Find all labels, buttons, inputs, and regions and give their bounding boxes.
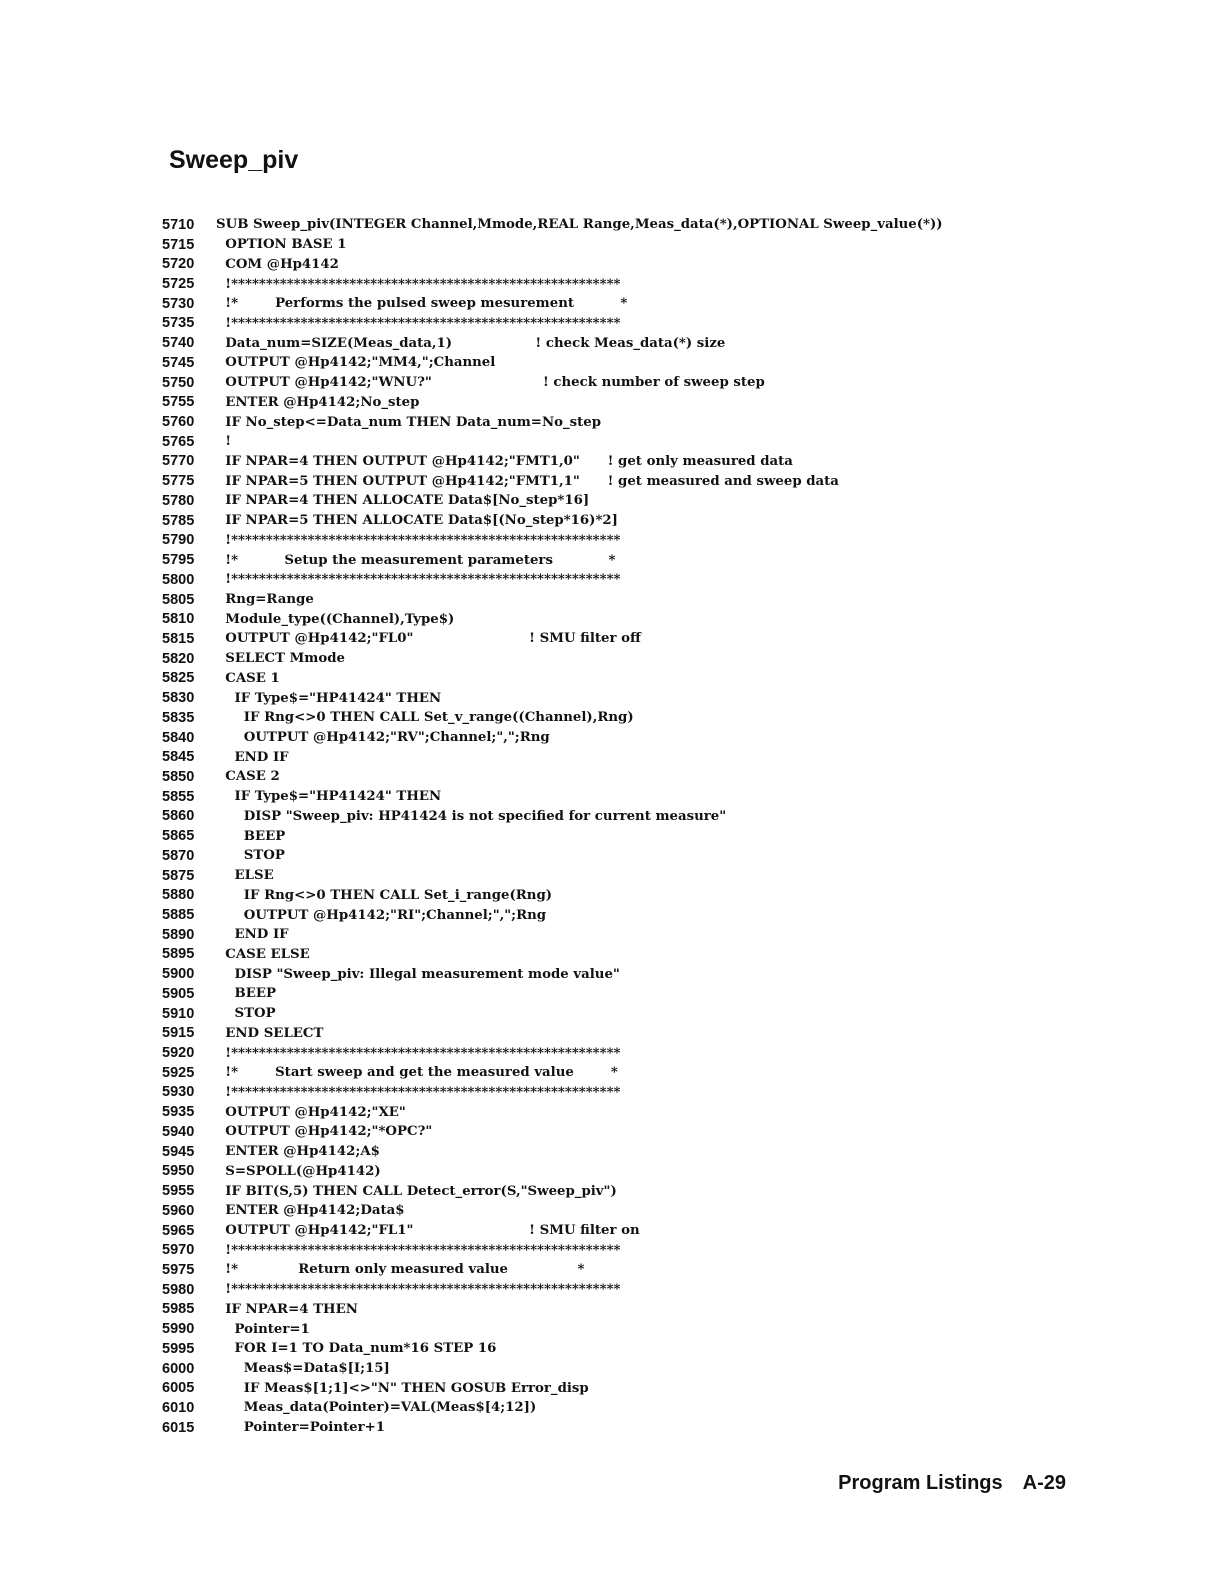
code-text: Rng=Range (216, 592, 314, 608)
code-text: CASE 2 (216, 769, 280, 785)
code-text: OUTPUT @Hp4142;"FL1" ! SMU filter on (216, 1223, 640, 1239)
code-text: OUTPUT @Hp4142;"RI";Channel;",";Rng (216, 907, 547, 923)
code-text: Data_num=SIZE(Meas_data,1) ! check Meas_data(*) size (216, 335, 726, 351)
line-number: 5735 (162, 315, 195, 332)
line-number: 5990 (162, 1321, 195, 1338)
line-number: 5930 (162, 1084, 195, 1101)
code-text: END IF (216, 927, 289, 943)
line-number: 5875 (162, 867, 195, 884)
code-text: !* Performs the pulsed sweep mesurement * (216, 296, 628, 312)
code-text: Pointer=1 (216, 1321, 310, 1337)
code-line (162, 1359, 1062, 1379)
page-title: Sweep_piv (169, 146, 299, 174)
code-line (162, 1240, 1062, 1260)
code-text: DISP "Sweep_piv: HP41424 is not specified for current measure" (216, 808, 727, 824)
line-number: 5710 (162, 216, 195, 233)
line-number: 5980 (162, 1281, 195, 1298)
code-line (162, 550, 1062, 570)
code-line (162, 254, 1062, 274)
line-number: 5825 (162, 670, 195, 687)
code-line (162, 1023, 1062, 1043)
line-number: 5920 (162, 1045, 195, 1062)
code-line (162, 984, 1062, 1004)
code-text: !******************************************************** (216, 572, 621, 588)
code-text: IF No_step<=Data_num THEN Data_num=No_step (216, 414, 602, 430)
line-number: 5960 (162, 1202, 195, 1219)
code-text: IF NPAR=4 THEN (216, 1301, 358, 1317)
line-number: 5775 (162, 473, 195, 490)
code-text: ENTER @Hp4142;Data$ (216, 1203, 405, 1219)
code-text: !******************************************************** (216, 1282, 621, 1298)
code-line (162, 353, 1062, 373)
code-line (162, 688, 1062, 708)
code-line (162, 1418, 1062, 1438)
line-number: 5830 (162, 690, 195, 707)
code-line (162, 392, 1062, 412)
code-line (162, 1300, 1062, 1320)
code-line (162, 945, 1062, 965)
code-text: STOP (216, 1006, 276, 1022)
code-line (162, 294, 1062, 314)
line-number: 5740 (162, 335, 195, 352)
code-text: !******************************************************** (216, 1045, 621, 1061)
line-number: 5895 (162, 946, 195, 963)
code-line (162, 1162, 1062, 1182)
code-line (162, 1004, 1062, 1024)
code-line (162, 1181, 1062, 1201)
code-line (162, 885, 1062, 905)
code-line (162, 215, 1062, 235)
code-text: !* Start sweep and get the measured value * (216, 1065, 618, 1081)
code-text: IF NPAR=4 THEN OUTPUT @Hp4142;"FMT1,0" ! get only measured data (216, 453, 793, 469)
line-number: 5845 (162, 749, 195, 766)
code-line (162, 669, 1062, 689)
code-line (162, 1319, 1062, 1339)
code-line (162, 826, 1062, 846)
code-line (162, 511, 1062, 531)
code-line (162, 1280, 1062, 1300)
code-line (162, 235, 1062, 255)
line-number: 5900 (162, 966, 195, 983)
code-text: !* Setup the measurement parameters * (216, 552, 616, 568)
line-number: 5905 (162, 985, 195, 1002)
code-line (162, 432, 1062, 452)
code-text: END IF (216, 749, 289, 765)
line-number: 5850 (162, 768, 195, 785)
code-line (162, 1122, 1062, 1142)
code-text: FOR I=1 TO Data_num*16 STEP 16 (216, 1341, 497, 1357)
line-number: 5760 (162, 414, 195, 431)
footer-section-title: Program Listings (838, 1472, 1003, 1494)
line-number: 5870 (162, 847, 195, 864)
line-number: 6015 (162, 1419, 195, 1436)
code-line (162, 531, 1062, 551)
line-number: 5805 (162, 591, 195, 608)
line-number: 5880 (162, 887, 195, 904)
code-line (162, 452, 1062, 472)
code-text: S=SPOLL(@Hp4142) (216, 1163, 381, 1179)
code-line (162, 1142, 1062, 1162)
code-text: !******************************************************** (216, 532, 621, 548)
code-text: ELSE (216, 868, 274, 884)
line-number: 5745 (162, 354, 195, 371)
code-line (162, 373, 1062, 393)
code-line (162, 1221, 1062, 1241)
code-line (162, 964, 1062, 984)
line-number: 5855 (162, 788, 195, 805)
line-number: 5965 (162, 1222, 195, 1239)
code-line (162, 570, 1062, 590)
code-line (162, 925, 1062, 945)
line-number: 5820 (162, 650, 195, 667)
code-text: IF BIT(S,5) THEN CALL Detect_error(S,"Sweep_piv") (216, 1183, 617, 1199)
code-text: OUTPUT @Hp4142;"XE" (216, 1104, 406, 1120)
code-text: SELECT Mmode (216, 651, 346, 667)
page-number: A-29 (1022, 1472, 1066, 1494)
line-number: 5770 (162, 453, 195, 470)
code-text: Meas$=Data$[I;15] (216, 1361, 390, 1377)
line-number: 5945 (162, 1143, 195, 1160)
code-text: ENTER @Hp4142;A$ (216, 1144, 380, 1160)
code-line (162, 590, 1062, 610)
page-footer (838, 1472, 1066, 1495)
code-text: OUTPUT @Hp4142;"WNU?" ! check number of sweep step (216, 375, 765, 391)
code-text: !******************************************************** (216, 276, 621, 292)
code-text: CASE ELSE (216, 946, 310, 962)
code-line (162, 1339, 1062, 1359)
line-number: 5795 (162, 552, 195, 569)
code-text: IF Type$="HP41424" THEN (216, 690, 442, 706)
code-line (162, 1378, 1062, 1398)
code-text: ! (216, 434, 232, 450)
code-text: BEEP (216, 986, 277, 1002)
code-text: IF NPAR=5 THEN OUTPUT @Hp4142;"FMT1,1" ! get measured and sweep data (216, 473, 839, 489)
code-text: !******************************************************** (216, 1084, 621, 1100)
code-line (162, 649, 1062, 669)
code-text: CASE 1 (216, 670, 280, 686)
code-text: !******************************************************** (216, 1242, 621, 1258)
code-text: IF NPAR=5 THEN ALLOCATE Data$[(No_step*16)*2] (216, 513, 618, 529)
code-line (162, 314, 1062, 334)
code-line (162, 491, 1062, 511)
code-text: Module_type((Channel),Type$) (216, 611, 455, 627)
code-line (162, 1043, 1062, 1063)
code-text: BEEP (216, 828, 286, 844)
code-line (162, 1102, 1062, 1122)
line-number: 5790 (162, 532, 195, 549)
code-line (162, 1083, 1062, 1103)
code-text: OUTPUT @Hp4142;"MM4,";Channel (216, 355, 496, 371)
line-number: 5860 (162, 808, 195, 825)
code-text: SUB Sweep_piv(INTEGER Channel,Mmode,REAL Range,Meas_data(*),OPTIONAL Sweep_value(*)) (216, 217, 943, 233)
line-number: 5985 (162, 1301, 195, 1318)
line-number: 5810 (162, 611, 195, 628)
code-text: Pointer=Pointer+1 (216, 1420, 385, 1436)
code-line (162, 609, 1062, 629)
line-number: 6005 (162, 1380, 195, 1397)
line-number: 5940 (162, 1123, 195, 1140)
code-line (162, 1260, 1062, 1280)
line-number: 5950 (162, 1163, 195, 1180)
code-line (162, 767, 1062, 787)
line-number: 5720 (162, 256, 195, 273)
line-number: 5725 (162, 276, 195, 293)
code-line (162, 274, 1062, 294)
line-number: 5755 (162, 394, 195, 411)
code-text: IF Rng<>0 THEN CALL Set_v_range((Channel),Rng) (216, 710, 634, 726)
code-line (162, 846, 1062, 866)
line-number: 5925 (162, 1064, 195, 1081)
line-number: 5955 (162, 1183, 195, 1200)
line-number: 5715 (162, 236, 195, 253)
code-text: ENTER @Hp4142;No_step (216, 394, 420, 410)
line-number: 5885 (162, 907, 195, 924)
line-number: 5730 (162, 295, 195, 312)
code-line (162, 708, 1062, 728)
code-line (162, 787, 1062, 807)
code-line (162, 747, 1062, 767)
code-line (162, 728, 1062, 748)
code-text: COM @Hp4142 (216, 256, 339, 272)
code-text: IF Rng<>0 THEN CALL Set_i_range(Rng) (216, 887, 553, 903)
line-number: 5765 (162, 433, 195, 450)
line-number: 5910 (162, 1005, 195, 1022)
code-text: IF Meas$[1;1]<>"N" THEN GOSUB Error_disp (216, 1380, 589, 1396)
code-line (162, 1398, 1062, 1418)
line-number: 5935 (162, 1104, 195, 1121)
code-line (162, 1201, 1062, 1221)
code-line (162, 905, 1062, 925)
code-text: Meas_data(Pointer)=VAL(Meas$[4;12]) (216, 1400, 537, 1416)
line-number: 5975 (162, 1261, 195, 1278)
line-number: 5915 (162, 1025, 195, 1042)
line-number: 5785 (162, 512, 195, 529)
code-text: IF NPAR=4 THEN ALLOCATE Data$[No_step*16] (216, 493, 590, 509)
line-number: 6000 (162, 1360, 195, 1377)
line-number: 5815 (162, 630, 195, 647)
line-number: 5995 (162, 1340, 195, 1357)
code-line (162, 412, 1062, 432)
line-number: 5890 (162, 926, 195, 943)
code-text: OPTION BASE 1 (216, 237, 347, 253)
line-number: 5835 (162, 709, 195, 726)
code-listing (162, 215, 1062, 1438)
line-number: 5780 (162, 492, 195, 509)
code-text: STOP (216, 848, 285, 864)
code-text: OUTPUT @Hp4142;"FL0" ! SMU filter off (216, 631, 641, 647)
line-number: 5840 (162, 729, 195, 746)
line-number: 5800 (162, 571, 195, 588)
code-text: END SELECT (216, 1025, 324, 1041)
code-text: OUTPUT @Hp4142;"RV";Channel;",";Rng (216, 730, 550, 746)
code-line (162, 807, 1062, 827)
line-number: 5970 (162, 1242, 195, 1259)
line-number: 6010 (162, 1399, 195, 1416)
code-text: IF Type$="HP41424" THEN (216, 789, 442, 805)
code-text: !* Return only measured value * (216, 1262, 585, 1278)
code-line (162, 333, 1062, 353)
line-number: 5865 (162, 828, 195, 845)
code-line (162, 866, 1062, 886)
code-line (162, 629, 1062, 649)
code-text: DISP "Sweep_piv: Illegal measurement mode value" (216, 966, 620, 982)
code-line (162, 471, 1062, 491)
code-line (162, 1063, 1062, 1083)
code-text: OUTPUT @Hp4142;"*OPC?" (216, 1124, 433, 1140)
line-number: 5750 (162, 374, 195, 391)
code-text: !******************************************************** (216, 315, 621, 331)
